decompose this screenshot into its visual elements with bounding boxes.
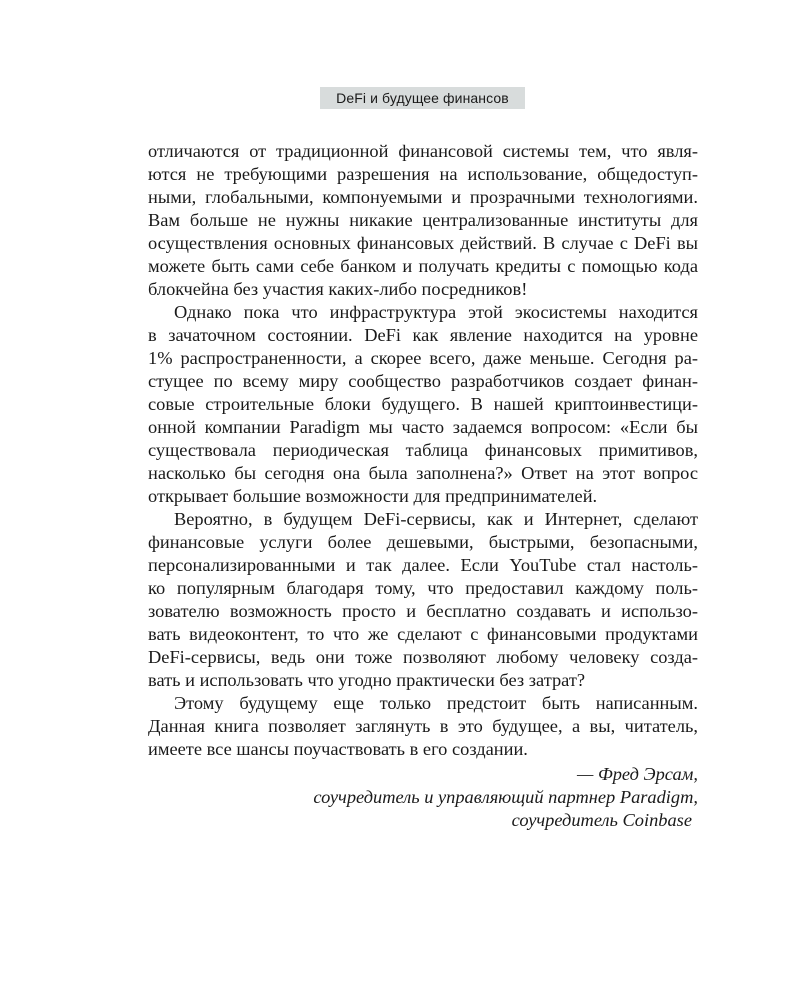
text-line: ко популярным благодаря тому, что предоставил каждому поль- <box>148 578 698 598</box>
text-line: персонализированными и так далее. Если YouTube стал настоль- <box>148 555 698 575</box>
signature-block <box>313 763 698 832</box>
signature-company: соучредитель Coinbase <box>511 810 692 830</box>
signature-name: — Фред Эрсам, <box>577 764 698 784</box>
text-line: Вам больше не нужны никакие централизованные институты для <box>148 210 698 230</box>
text-line: можете быть сами себе банком и получать кредиты с помощью кода <box>148 256 698 276</box>
paragraph-2 <box>148 301 698 508</box>
text-line: вать и использовать что угодно практически без затрат? <box>148 670 586 690</box>
text-line: насколько бы сегодня она была заполнена?» Ответ на этот вопрос <box>148 463 698 483</box>
text-line: Вероятно, в будущем DeFi-сервисы, как и Интернет, сделают <box>174 509 698 529</box>
text-line: онной компании Paradigm мы часто задаемся вопросом: «Если бы <box>148 417 698 437</box>
text-line: Этому будущему еще только предстоит быть написанным. <box>174 693 698 713</box>
text-line: отличаются от традиционной финансовой системы тем, что явля- <box>148 141 698 161</box>
text-line: осуществления основных финансовых действий. В случае с DeFi вы <box>148 233 698 253</box>
text-line: Однако пока что инфраструктура этой экосистемы находится <box>174 302 698 322</box>
text-line: имеете все шансы поучаствовать в его создании. <box>148 739 528 759</box>
text-line: 1% распространенности, а скорее всего, даже меньше. Сегодня ра- <box>148 348 698 368</box>
text-line: ются не требующими разрешения на использование, общедоступ- <box>148 164 698 184</box>
signature-role: соучредитель и управляющий партнер Paradigm, <box>313 787 698 807</box>
paragraph-1 <box>148 140 698 301</box>
text-line: финансовые услуги более дешевыми, быстрыми, безопасными, <box>148 532 698 552</box>
text-line: Данная книга позволяет заглянуть в это будущее, а вы, читатель, <box>148 716 698 736</box>
text-line: открывает большие возможности для предпринимателей. <box>148 486 598 506</box>
paragraph-3 <box>148 508 698 692</box>
text-line: вать видеоконтент, то что же сделают с финансовыми продуктами <box>148 624 698 644</box>
body-text <box>148 140 698 761</box>
text-line: блокчейна без участия каких-либо посредников! <box>148 279 528 299</box>
text-line: ными, глобальными, компонуемыми и прозрачными технологиями. <box>148 187 698 207</box>
running-head: DeFi и будущее финансов <box>320 87 525 109</box>
text-line: существовала периодическая таблица финансовых примитивов, <box>148 440 698 460</box>
paragraph-4 <box>148 692 698 761</box>
text-line: стущее по всему миру сообщество разработчиков создает финан- <box>148 371 698 391</box>
text-line: зователю возможность просто и бесплатно создавать и использо- <box>148 601 698 621</box>
text-line: совые строительные блоки будущего. В нашей криптоинвестици- <box>148 394 698 414</box>
text-line: в зачаточном состоянии. DeFi как явление находится на уровне <box>148 325 698 345</box>
text-line: DeFi-сервисы, ведь они тоже позволяют любому человеку созда- <box>148 647 698 667</box>
